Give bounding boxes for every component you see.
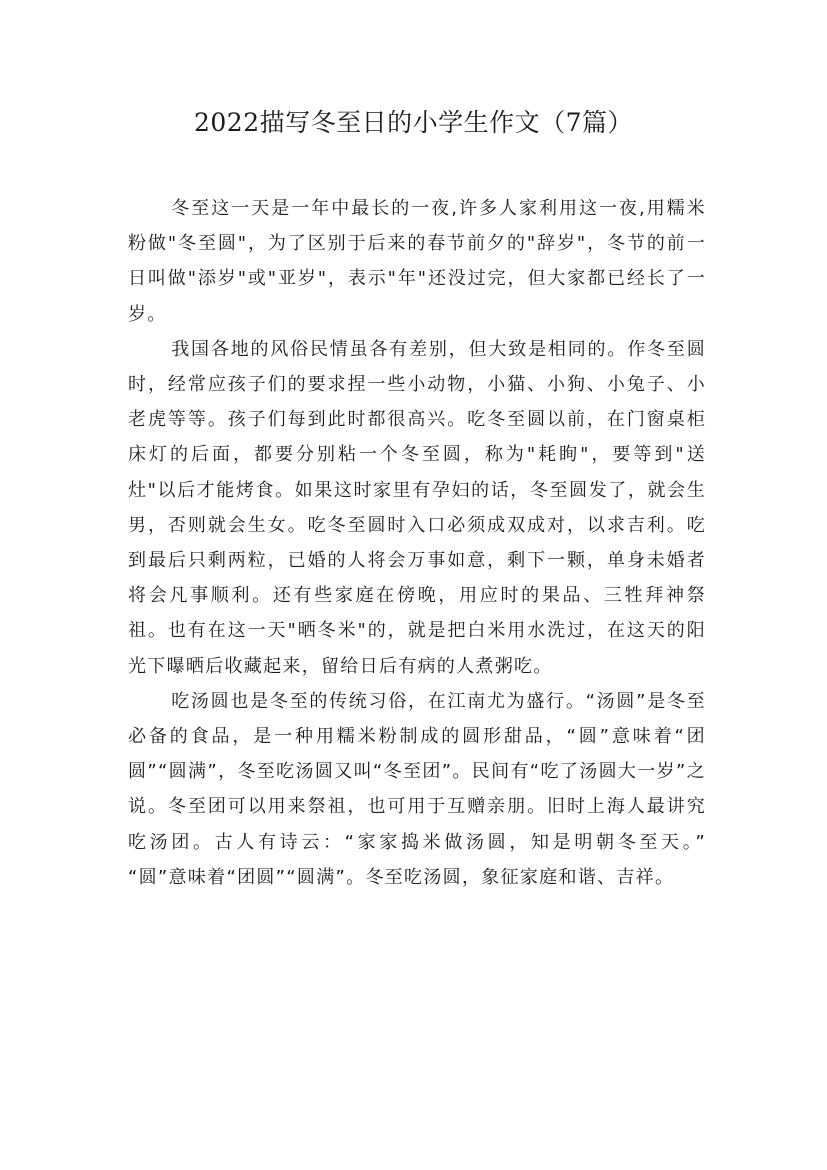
paragraph-tangyuan: 吃汤圆也是冬至的传统习俗，在江南尤为盛行。“汤圆”是冬至必备的食品，是一种用糯米粉制成的圆形甜品，“圆”意味着“团圆”“圆满”，冬至吃汤圆又叫“冬至团”。民间有“吃了汤圆大一岁”之说。冬至团可以用来祭祖，也可用于互赠亲朋。旧时上海人最讲究吃汤团。古人有诗云：“家家捣米做汤圆，知是明朝冬至天。” “圆”意味着“团圆”“圆满”。冬至吃汤圆，象征家庭和谐、吉祥。: [128, 690, 706, 888]
paragraph-winter-solstice-night: 冬至这一天是一年中最长的一夜,许多人家利用这一夜,用糯米粉做"冬至圆"，为了区别于后来的春节前夕的"辞岁"，冬节的前一日叫做"添岁"或"亚岁"，表示"年"还没过完，但大家都已经长了一岁。: [128, 198, 706, 325]
document-body: [128, 191, 706, 895]
document-title: 2022描写冬至日的小学生作文（7篇）: [193, 108, 634, 137]
paragraph-local-customs: 我国各地的风俗民情虽各有差别，但大致是相同的。作冬至圆时，经常应孩子们的要求捏一些小动物，小猫、小狗、小兔子、小老虎等等。孩子们每到此时都很高兴。吃冬至圆以前，在门窗桌柜床灯的后面，都要分别粘一个冬至圆，称为"耗眴"，要等到"送灶"以后才能烤食。如果这时家里有孕妇的话，冬至圆发了，就会生男，否则就会生女。吃冬至圆时入口必须成双成对，以求吉利。吃到最后只剩两粒，已婚的人将会万事如意，剩下一颗，单身未婚者将会凡事顺利。还有些家庭在傍晚，用应时的果品、三牲拜神祭祖。也有在这一天"晒冬米"的，就是把白米用水洗过，在这天的阳光下曝晒后收藏起来，留给日后有病的人煮粥吃。: [128, 338, 706, 677]
